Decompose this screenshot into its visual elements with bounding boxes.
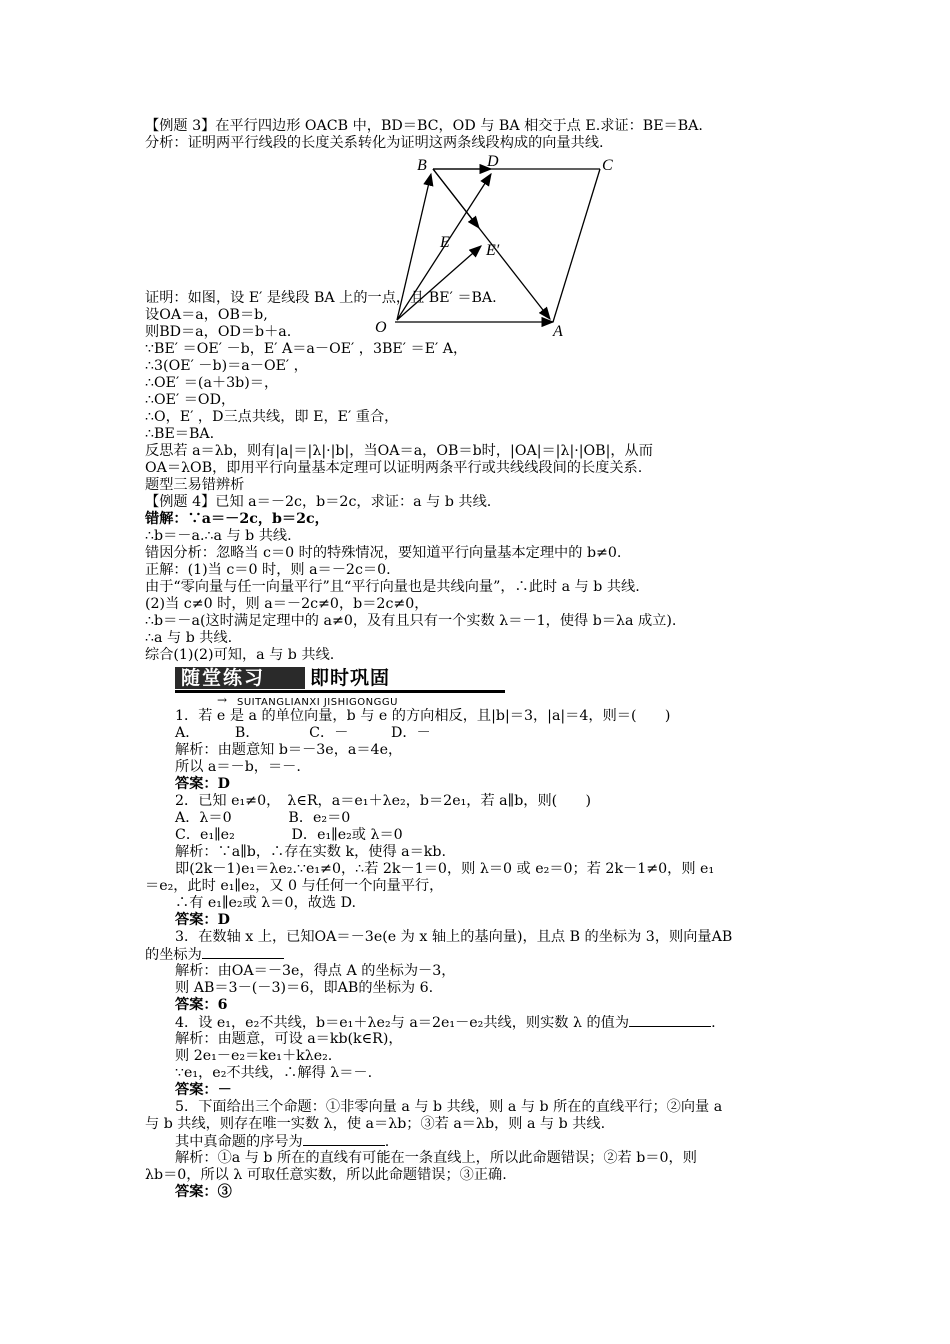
exercise-line: 2．已知 e₁≠0， λ∈R，a＝e₁＋λe₂，b＝2e₁，若 a∥b，则( ): [175, 793, 592, 809]
proof-line: ∵BE′ ＝OE′ －b，E′ A＝a－OE′ ，3BE′ ＝E′ A，: [145, 341, 468, 357]
vector-be-prime: [433, 169, 479, 228]
parallelogram-diagram: [345, 152, 645, 340]
exercise-line: ＝e₂，此时 e₁∥e₂，又 0 与任何一个向量平行，: [145, 878, 444, 894]
section-title: 题型三易错辨析: [145, 477, 245, 493]
example4-line: 正解：(1)当 c＝0 时，则 a＝－2c＝0.: [145, 562, 391, 578]
label-e: E: [440, 234, 450, 251]
exercise-line: 解析：由题意知 b＝－3e，a＝4e，: [175, 742, 403, 758]
banner-subtitle: [145, 692, 825, 708]
exercise-line: 解析：①a 与 b 所在的直线有可能在一条直线上，所以此命题错误；②若 b＝0，则: [175, 1150, 697, 1166]
exercise-line: 解析：由OA＝－3e，得点 A 的坐标为－3，: [175, 963, 456, 979]
example4-line: ∴b＝－a(这时满足定理中的 a≠0，及有且只有一个实数 λ＝－1，使得 b＝λa 成立).: [145, 613, 677, 629]
exercise-line: 5．下面给出三个命题：①非零向量 a 与 b 共线，则 a 与 b 所在的直线平行；②向量 a: [175, 1099, 723, 1115]
proof-line: ∴O，E′ ，D三点共线，即 E，E′ 重合，: [145, 409, 399, 425]
example4-line: 由于“零向量与任一向量平行”且“平行向量也是共线向量”，∴此时 a 与 b 共线.: [145, 579, 640, 595]
arrow-icon: →: [217, 693, 228, 707]
example4-line: 错解：∵a＝－2c，b＝2c，: [145, 511, 329, 527]
exercise-line: λb＝0，所以 λ 可取任意实数，所以此命题错误；③正确.: [145, 1167, 507, 1183]
exercise-text: 的坐标为: [145, 947, 202, 963]
answer-blank: [303, 1133, 385, 1146]
proof-line: ∴OE′ ＝(a＋3b)＝，: [145, 375, 279, 391]
label-a: A: [553, 323, 563, 340]
exercise-line: 解析：由题意，可设 a＝kb(k∈R)，: [175, 1031, 403, 1047]
exercise-line: 与 b 共线，则存在唯一实数 λ，使 a＝λb；③若 a＝λb，则 a 与 b 共线.: [145, 1116, 606, 1132]
example4-line: ∴b＝－a.∴a 与 b 共线.: [145, 528, 292, 544]
example4-line: ∴a 与 b 共线.: [145, 630, 233, 646]
reflection-line: OA＝λOB，即用平行向量基本定理可以证明两条平行或共线线段间的长度关系.: [145, 460, 643, 476]
exercise-line: C．e₁∥e₂ D．e₁∥e₂或 λ＝0: [175, 827, 403, 843]
exercise-line: A．λ＝0 B．e₂＝0: [175, 810, 351, 826]
exercise-line: 即(2k－1)e₁＝λe₂.∵e₁≠0，∴若 2k－1＝0，则 λ＝0 或 e₂＝0；若 2k－1≠0，则 e₁: [175, 861, 715, 877]
banner-title-right: 即时巩固: [310, 667, 391, 689]
exercise-answer: 答案：－: [175, 1082, 232, 1098]
reflection-line: 反思若 a＝λb，则有|a|＝|λ|·|b|，当OA＝a，OB＝b时，|OA|＝|λ|·|OB|，从而: [145, 443, 653, 459]
exercise-text: 4．设 e₁，e₂不共线，b＝e₁＋λe₂与 a＝2e₁－e₂共线，则实数 λ 的值为: [175, 1015, 630, 1031]
exercise-line: 则 AB＝3－(－3)＝6，即AB的坐标为 6.: [175, 980, 434, 996]
label-o: O: [375, 319, 387, 336]
exercise-line: 则 2e₁－e₂＝ke₁＋kλe₂.: [175, 1048, 333, 1064]
exercise-line: 3．在数轴 x 上，已知OA＝－3e(e 为 x 轴上的基向量)，且点 B 的坐标为 3，则向量AB: [175, 929, 733, 945]
exercise-line: 1．若 e 是 a 的单位向量，b 与 e 的方向相反，且|b|＝3，|a|＝4，则＝( ): [175, 708, 671, 724]
proof-line: ∴3(OE′ －b)＝a－OE′ ，: [145, 358, 308, 374]
label-c: C: [602, 157, 613, 174]
proof-line: ∴OE′ ＝OD，: [145, 392, 236, 408]
label-d: D: [487, 153, 499, 170]
exercise-answer: 答案：③: [175, 1184, 232, 1200]
example4-line: 综合(1)(2)可知，a 与 b 共线.: [145, 647, 335, 663]
document-page: [145, 118, 825, 1201]
exercise-line: 所以 a＝－b，＝－.: [175, 759, 301, 775]
exercise-answer: 答案：6: [175, 997, 228, 1013]
exercise-answer: 答案：D: [175, 912, 230, 928]
answer-blank: [202, 946, 284, 959]
proof-line: 则BD＝a，OD＝b＋a.: [145, 324, 292, 340]
proof-line: ∴BE＝BA.: [145, 426, 215, 442]
label-e-prime: E′: [486, 242, 500, 259]
exercise-line: A． B． C．－ D．－: [175, 725, 431, 741]
exercise-answer: 答案：D: [175, 776, 230, 792]
label-b: B: [417, 157, 427, 174]
banner-title-left: 随堂练习: [175, 667, 305, 689]
exercise-line: 解析：∵a∥b，∴存在实数 k，使得 a＝kb.: [175, 844, 446, 860]
banner-subtitle-text: SUITANGLIANXI JISHIGONGGU: [237, 697, 398, 708]
answer-blank: [629, 1014, 711, 1027]
proof-line: 设OA＝a，OB＝b,: [145, 307, 268, 323]
example3-heading: 【例题 3】在平行四边形 OACB 中，BD＝BC，OD 与 BA 相交于点 E.求证：BE＝BA.: [145, 118, 703, 134]
exercise-line: [145, 946, 825, 963]
example4-line: 【例题 4】已知 a＝－2c，b＝2c，求证：a 与 b 共线.: [145, 494, 492, 510]
exercise-text: 其中真命题的序号为: [175, 1134, 303, 1150]
practice-banner: [145, 666, 825, 692]
exercise-line: 其中真命题的序号为 .: [175, 1134, 390, 1150]
exercise-line: ∴有 e₁∥e₂或 λ＝0，故选 D.: [175, 895, 356, 911]
exercise-line: ∵e₁，e₂不共线，∴解得 λ＝－.: [175, 1065, 373, 1081]
example4-line: 错因分析：忽略当 c＝0 时的特殊情况，要知道平行向量基本定理中的 b≠0.: [145, 545, 622, 561]
example4-line: (2)当 c≠0 时，则 a＝－2c≠0，b＝2c≠0，: [145, 596, 429, 612]
exercise-line: 4．设 e₁，e₂不共线，b＝e₁＋λe₂与 a＝2e₁－e₂共线，则实数 λ 的值为 .: [175, 1015, 716, 1031]
proof-line: 证明：如图，设 E′ 是线段 BA 上的一点，且 BE′ ＝BA.: [145, 290, 497, 306]
example3-analysis: 分析：证明两平行线段的长度关系转化为证明这两条线段构成的向量共线.: [145, 135, 604, 151]
